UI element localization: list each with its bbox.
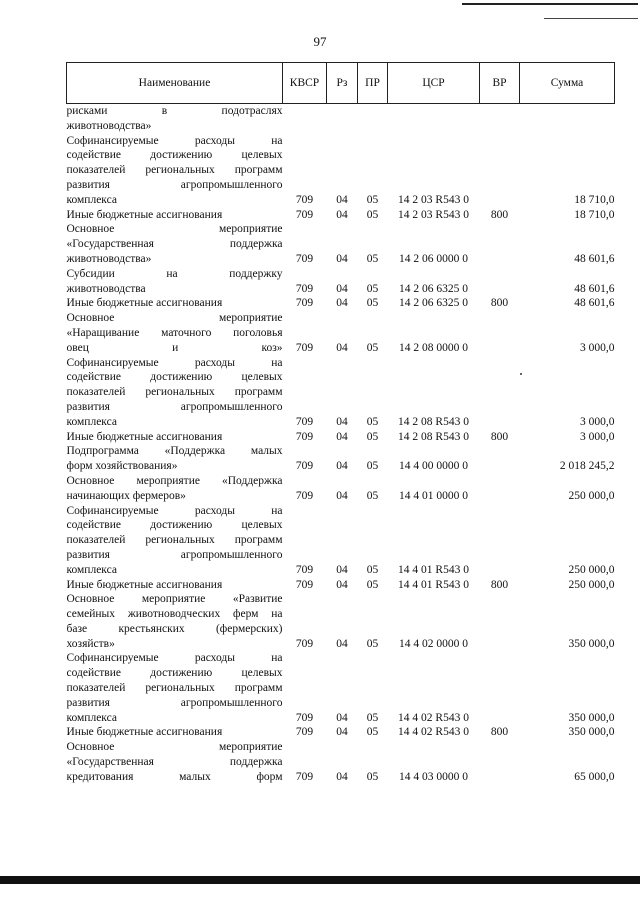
row-kvsr: 709 bbox=[295, 341, 314, 354]
row-sum bbox=[520, 104, 615, 134]
row-csr: 14 2 03 R543 0 bbox=[398, 208, 469, 221]
row-name-line: содействие достижению целевых bbox=[66, 149, 283, 162]
table-row bbox=[67, 592, 615, 651]
row-vr bbox=[480, 651, 520, 725]
table-row bbox=[67, 725, 615, 740]
row-name-line: Иные бюджетные ассигнования bbox=[66, 297, 223, 310]
row-pr: 05 bbox=[366, 193, 379, 206]
row-name-line: содействие достижению целевых bbox=[66, 371, 283, 384]
row-name-line: Основное мероприятие bbox=[66, 223, 283, 236]
row-name-line: овец и коз» bbox=[66, 341, 283, 354]
row-rz: 04 bbox=[336, 460, 348, 473]
row-name-line: комплекса bbox=[66, 711, 117, 724]
row-name bbox=[67, 578, 283, 593]
row-name-line: содействие достижению целевых bbox=[66, 519, 283, 532]
row-name-line: начинающих фермеров» bbox=[66, 489, 186, 502]
row-pr: 05 bbox=[366, 563, 379, 576]
table-row bbox=[67, 474, 615, 504]
row-csr: 14 2 03 R543 0 bbox=[398, 193, 469, 206]
row-pr: 05 bbox=[366, 341, 379, 354]
row-rz: 04 bbox=[336, 563, 348, 576]
row-pr: 05 bbox=[366, 208, 379, 221]
row-name-line: «Наращивание маточного поголовья bbox=[66, 326, 283, 339]
row-vr bbox=[480, 592, 520, 651]
row-kvsr: 709 bbox=[295, 563, 314, 576]
row-name bbox=[67, 311, 283, 355]
row-rz bbox=[327, 104, 358, 134]
row-vr bbox=[480, 222, 520, 266]
row-kvsr: 709 bbox=[295, 726, 314, 739]
row-sum: 18 710,0 bbox=[574, 208, 615, 221]
table-row bbox=[67, 651, 615, 725]
row-name bbox=[67, 267, 283, 297]
row-name-line: развития агропромышленного bbox=[66, 548, 283, 561]
row-sum: 3 000,0 bbox=[580, 415, 615, 428]
row-name-line: Основное мероприятие bbox=[66, 741, 283, 754]
row-name-line: показателей региональных программ bbox=[66, 386, 283, 399]
row-name-line: рисками в подотраслях bbox=[66, 105, 283, 117]
row-kvsr: 709 bbox=[295, 193, 314, 206]
table-header-row bbox=[67, 63, 615, 104]
row-kvsr: 709 bbox=[295, 430, 314, 443]
row-rz: 04 bbox=[336, 578, 348, 591]
row-kvsr: 709 bbox=[295, 297, 314, 310]
row-csr: 14 2 06 0000 0 bbox=[399, 252, 468, 265]
row-rz: 04 bbox=[336, 726, 348, 739]
row-vr: 800 bbox=[490, 297, 509, 310]
row-name-line: Подпрограмма «Поддержка малых bbox=[66, 445, 283, 458]
row-sum: 18 710,0 bbox=[574, 193, 615, 206]
row-name-line: «Государственная поддержка bbox=[66, 238, 283, 251]
row-kvsr: 709 bbox=[295, 252, 314, 265]
row-csr: 14 2 08 0000 0 bbox=[399, 341, 468, 354]
table-row bbox=[67, 504, 615, 578]
row-vr bbox=[480, 356, 520, 430]
row-name bbox=[67, 134, 283, 208]
row-csr: 14 2 08 R543 0 bbox=[398, 415, 469, 428]
row-name-line: Иные бюджетные ассигнования bbox=[66, 726, 223, 739]
table-row bbox=[67, 444, 615, 474]
row-kvsr: 709 bbox=[295, 637, 314, 650]
row-name-line: Основное мероприятие bbox=[66, 312, 283, 325]
row-vr: 800 bbox=[490, 208, 509, 221]
row-rz: 04 bbox=[336, 208, 348, 221]
row-name-line: «Государственная поддержка bbox=[66, 756, 283, 769]
row-sum: 48 601,6 bbox=[574, 252, 615, 265]
row-sum: 250 000,0 bbox=[568, 578, 615, 591]
row-vr bbox=[480, 134, 520, 208]
row-csr: 14 4 00 0000 0 bbox=[399, 460, 468, 473]
row-name-line: Иные бюджетные ассигнования bbox=[66, 430, 223, 443]
row-rz: 04 bbox=[336, 770, 348, 783]
row-sum: 250 000,0 bbox=[568, 489, 615, 502]
row-name-line: Иные бюджетные ассигнования bbox=[66, 578, 223, 591]
row-name bbox=[67, 504, 283, 578]
row-vr: 800 bbox=[490, 726, 509, 739]
row-pr: 05 bbox=[366, 711, 379, 724]
row-csr: 14 4 01 R543 0 bbox=[398, 563, 469, 576]
row-kvsr: 709 bbox=[295, 208, 314, 221]
table-row bbox=[67, 578, 615, 593]
row-sum: 3 000,0 bbox=[580, 430, 615, 443]
row-rz: 04 bbox=[336, 193, 348, 206]
row-name-line: кредитования малых форм bbox=[66, 770, 283, 783]
row-pr: 05 bbox=[366, 460, 379, 473]
row-sum: 2 018 245,2 bbox=[559, 460, 615, 473]
row-kvsr: 709 bbox=[295, 282, 314, 295]
row-pr: 05 bbox=[366, 430, 379, 443]
row-vr bbox=[480, 104, 520, 134]
row-pr: 05 bbox=[366, 489, 379, 502]
row-vr: 800 bbox=[490, 430, 509, 443]
row-name-line: Основное мероприятие «Поддержка bbox=[66, 474, 283, 487]
row-name-line: форм хозяйствования» bbox=[66, 460, 178, 473]
row-pr bbox=[358, 104, 388, 134]
table-row bbox=[67, 430, 615, 445]
row-vr bbox=[480, 504, 520, 578]
row-name bbox=[67, 356, 283, 430]
bottom-scan-bar bbox=[0, 876, 640, 884]
page-number: 97 bbox=[313, 34, 327, 49]
row-sum: 350 000,0 bbox=[568, 726, 615, 739]
header-rz: Рз bbox=[327, 63, 358, 104]
row-rz: 04 bbox=[336, 341, 348, 354]
header-name: Наименование bbox=[67, 63, 283, 104]
row-name-line: животноводства» bbox=[66, 252, 152, 265]
row-kvsr: 709 bbox=[295, 415, 314, 428]
row-rz: 04 bbox=[336, 282, 348, 295]
row-pr: 05 bbox=[366, 415, 379, 428]
row-name-line: Субсидии на поддержку bbox=[66, 267, 283, 280]
table-row bbox=[67, 267, 615, 297]
row-rz: 04 bbox=[336, 711, 348, 724]
row-rz: 04 bbox=[336, 637, 348, 650]
row-name bbox=[67, 208, 283, 223]
row-sum: 250 000,0 bbox=[568, 563, 615, 576]
row-name-line: содействие достижению целевых bbox=[66, 667, 283, 680]
row-name bbox=[67, 725, 283, 740]
table-row bbox=[67, 134, 615, 208]
row-name bbox=[67, 474, 283, 504]
header-sum: Сумма bbox=[520, 63, 615, 104]
row-name-line: Иные бюджетные ассигнования bbox=[66, 208, 223, 221]
row-csr: 14 4 02 0000 0 bbox=[399, 637, 468, 650]
row-name bbox=[67, 430, 283, 445]
row-name-line: показателей региональных программ bbox=[66, 164, 283, 177]
row-sum: 65 000,0 bbox=[574, 770, 615, 783]
row-kvsr: 709 bbox=[295, 711, 314, 724]
row-name-line: животноводства» bbox=[66, 119, 152, 132]
row-name-line: Софинансируемые расходы на bbox=[66, 134, 283, 147]
row-kvsr bbox=[283, 104, 327, 134]
row-csr bbox=[388, 104, 480, 134]
table-row bbox=[67, 740, 615, 784]
row-name-line: семейных животноводческих ферм на bbox=[66, 608, 283, 621]
row-rz: 04 bbox=[336, 252, 348, 265]
row-vr: 800 bbox=[490, 578, 509, 591]
row-sum: 48 601,6 bbox=[574, 282, 615, 295]
row-name-line: комплекса bbox=[66, 563, 117, 576]
row-sum: 48 601,6 bbox=[574, 297, 615, 310]
row-pr: 05 bbox=[366, 578, 379, 591]
table-row bbox=[67, 311, 615, 355]
row-vr bbox=[480, 267, 520, 297]
scan-speck bbox=[520, 373, 522, 375]
budget-table bbox=[66, 62, 615, 785]
row-name-line: комплекса bbox=[66, 415, 117, 428]
table-row bbox=[67, 104, 615, 134]
row-csr: 14 2 06 6325 0 bbox=[399, 297, 468, 310]
row-rz: 04 bbox=[336, 430, 348, 443]
table-row bbox=[67, 222, 615, 266]
table-row bbox=[67, 208, 615, 223]
row-name bbox=[67, 740, 283, 784]
row-name-line: показателей региональных программ bbox=[66, 534, 283, 547]
row-name-line: Софинансируемые расходы на bbox=[66, 356, 283, 369]
row-name-line: Софинансируемые расходы на bbox=[66, 652, 283, 665]
row-kvsr: 709 bbox=[295, 489, 314, 502]
row-csr: 14 2 08 R543 0 bbox=[398, 430, 469, 443]
row-rz: 04 bbox=[336, 415, 348, 428]
row-pr: 05 bbox=[366, 770, 379, 783]
table-row bbox=[67, 296, 615, 311]
row-sum: 3 000,0 bbox=[580, 341, 615, 354]
row-name bbox=[67, 104, 283, 134]
table-row bbox=[67, 356, 615, 430]
row-csr: 14 4 03 0000 0 bbox=[399, 770, 468, 783]
row-name-line: развития агропромышленного bbox=[66, 696, 283, 709]
row-name-line: комплекса bbox=[66, 193, 117, 206]
row-rz: 04 bbox=[336, 489, 348, 502]
header-kvsr: КВСР bbox=[283, 63, 327, 104]
row-name-line: развития агропромышленного bbox=[66, 178, 283, 191]
row-name-line: хозяйств» bbox=[66, 637, 115, 650]
row-vr bbox=[480, 740, 520, 784]
row-name-line: базе крестьянских (фермерских) bbox=[66, 622, 283, 635]
row-csr: 14 4 02 R543 0 bbox=[398, 711, 469, 724]
header-csr: ЦСР bbox=[388, 63, 480, 104]
row-pr: 05 bbox=[366, 637, 379, 650]
header-vr: ВР bbox=[480, 63, 520, 104]
row-vr bbox=[480, 444, 520, 474]
row-vr bbox=[480, 474, 520, 504]
header-pr: ПР bbox=[358, 63, 388, 104]
row-name bbox=[67, 296, 283, 311]
row-name bbox=[67, 651, 283, 725]
row-csr: 14 2 06 6325 0 bbox=[399, 282, 468, 295]
row-vr bbox=[480, 311, 520, 355]
row-name bbox=[67, 222, 283, 266]
row-kvsr: 709 bbox=[295, 770, 314, 783]
row-name bbox=[67, 444, 283, 474]
row-name-line: развития агропромышленного bbox=[66, 400, 283, 413]
row-pr: 05 bbox=[366, 252, 379, 265]
row-name-line: Софинансируемые расходы на bbox=[66, 504, 283, 517]
row-pr: 05 bbox=[366, 282, 379, 295]
row-sum: 350 000,0 bbox=[568, 711, 615, 724]
row-kvsr: 709 bbox=[295, 578, 314, 591]
row-pr: 05 bbox=[366, 297, 379, 310]
row-name-line: Основное мероприятие «Развитие bbox=[66, 593, 283, 606]
row-name bbox=[67, 592, 283, 651]
row-name-line: животноводства bbox=[66, 282, 146, 295]
row-rz: 04 bbox=[336, 297, 348, 310]
row-name-line: показателей региональных программ bbox=[66, 682, 283, 695]
row-pr: 05 bbox=[366, 726, 379, 739]
top-rule-short bbox=[544, 18, 638, 19]
row-csr: 14 4 01 0000 0 bbox=[399, 489, 468, 502]
row-kvsr: 709 bbox=[295, 460, 314, 473]
row-sum: 350 000,0 bbox=[568, 637, 615, 650]
row-csr: 14 4 01 R543 0 bbox=[398, 578, 469, 591]
row-csr: 14 4 02 R543 0 bbox=[398, 726, 469, 739]
top-rule bbox=[462, 3, 638, 5]
